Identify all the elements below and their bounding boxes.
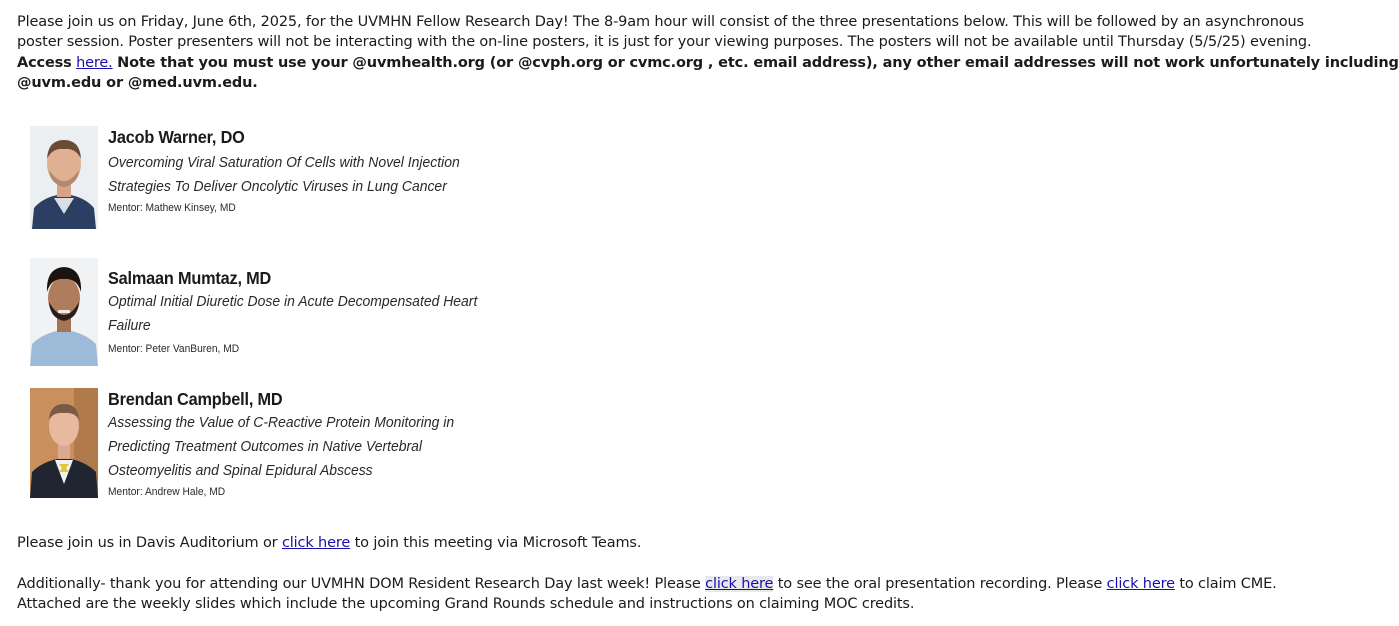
- cme-click-here-link[interactable]: click here: [1106, 576, 1175, 592]
- additional-paragraph: [17, 574, 1277, 614]
- additional-line-2: Attached are the weekly slides which include the upcoming Grand Rounds schedule and instructions on claiming MOC credits.: [17, 596, 915, 612]
- presentation-title-line-1: Assessing the Value of C-Reactive Protein Monitoring in: [108, 414, 455, 431]
- additional-text-3: to claim CME.: [1174, 576, 1277, 592]
- presenter-info-2: [108, 267, 505, 358]
- presenter-name: Salmaan Mumtaz, MD: [108, 268, 272, 288]
- intro-line-4: [17, 73, 1197, 93]
- presenter-photo-brendan-campbell: [30, 388, 98, 498]
- additional-text-2: to see the oral presentation recording. Please: [773, 576, 1107, 592]
- presenter-name: Brendan Campbell, MD: [108, 389, 283, 409]
- recording-click-here-link[interactable]: click here: [705, 576, 774, 592]
- teams-paragraph: [17, 533, 1197, 553]
- presentation-title-line-2: Strategies To Deliver Oncolytic Viruses in Lung Cancer: [108, 178, 447, 195]
- presentation-title-line-1: Overcoming Viral Saturation Of Cells with Novel Injection: [108, 154, 460, 171]
- intro-line-1: Please join us on Friday, June 6th, 2025, for the UVMHN Fellow Research Day! The 8-9am hour will consist of the three presentations below. This will be followed by an asynchronous: [17, 14, 1304, 30]
- intro-line-2: poster session. Poster presenters will not be interacting with the on-line posters, it is just for your viewing purposes. The posters will not be available until Thursday (5/5/25) evening.: [17, 34, 1312, 51]
- access-label: Access: [17, 54, 72, 71]
- presenter-info-1: [108, 126, 486, 217]
- presenter-photo-jacob-warner: [30, 126, 98, 229]
- teams-text-after: to join this meeting via Microsoft Teams.: [350, 535, 642, 551]
- presentation-title-line-1: Optimal Initial Diuretic Dose in Acute Decompensated Heart: [108, 293, 478, 310]
- presenter-info-3: [108, 388, 480, 501]
- teams-text-before: Please join us in Davis Auditorium or: [17, 535, 282, 551]
- mentor-text: Mentor: Peter VanBuren, MD: [108, 343, 240, 355]
- mentor-text: Mentor: Mathew Kinsey, MD: [108, 202, 236, 214]
- email-note-bold: Note that you must use your @uvmhealth.org (or @cvph.org or cvmc.org , etc. email address), any other email addresses will not work unfortunately including: [117, 54, 1399, 71]
- mentor-text: Mentor: Andrew Hale, MD: [108, 486, 226, 498]
- intro-line-3: [17, 53, 1399, 73]
- additional-text-1: Additionally- thank you for attending our UVMHN DOM Resident Research Day last week! Please: [17, 576, 706, 592]
- presenter-photo-salmaan-mumtaz: [30, 258, 98, 366]
- presentation-title-line-2: Predicting Treatment Outcomes in Native Vertebral: [108, 438, 423, 455]
- presenter-name: Jacob Warner, DO: [108, 127, 245, 147]
- email-note-bold-cont: @uvm.edu or @med.uvm.edu.: [17, 74, 258, 91]
- access-here-link[interactable]: here.: [76, 54, 113, 71]
- intro-paragraph: [17, 12, 1399, 93]
- teams-click-here-link[interactable]: click here: [281, 535, 351, 551]
- presentation-title-line-2: Failure: [108, 317, 151, 334]
- presentation-title-line-3: Osteomyelitis and Spinal Epidural Abscess: [108, 462, 373, 479]
